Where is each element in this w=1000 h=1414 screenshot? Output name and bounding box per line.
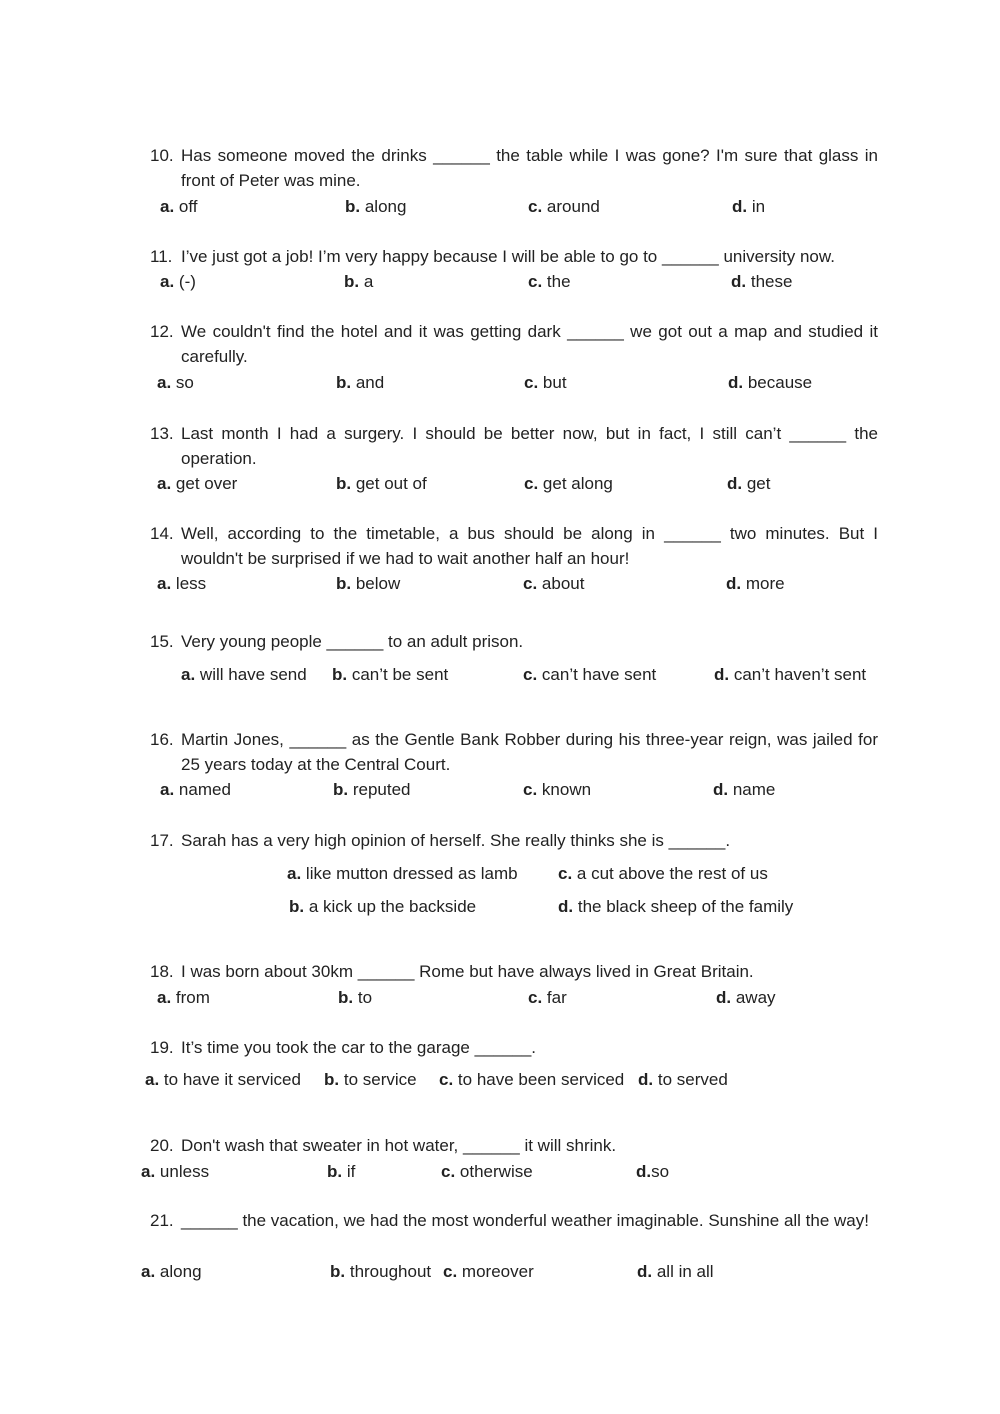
option-letter: d. [638, 1070, 654, 1089]
question-16 [150, 727, 878, 777]
option-text: known [541, 780, 592, 799]
option-text: will have send [199, 665, 307, 684]
option-letter: c. [524, 474, 539, 493]
option-letter: c. [443, 1262, 458, 1281]
question-14 [150, 521, 878, 571]
option-d[interactable] [558, 894, 793, 919]
option-letter: d. [636, 1162, 652, 1181]
option-text: a cut above the rest of us [576, 864, 768, 883]
option-b[interactable] [333, 777, 411, 802]
option-letter: c. [523, 780, 538, 799]
option-c[interactable] [528, 985, 567, 1010]
question-12 [150, 319, 878, 369]
option-c[interactable] [523, 777, 591, 802]
option-letter: b. [345, 197, 361, 216]
option-letter: b. [338, 988, 354, 1007]
option-c[interactable] [528, 194, 600, 219]
option-letter: d. [728, 373, 744, 392]
question-text: Well, according to the timetable, a bus should be along in ______ two minutes. But I wouldn't be surprised if we had to wait another half an hour! [181, 524, 878, 568]
option-letter: d. [558, 897, 574, 916]
option-b[interactable] [289, 894, 476, 919]
option-text: get [746, 474, 771, 493]
option-text: so [651, 1162, 670, 1181]
option-letter: b. [327, 1162, 343, 1181]
option-a[interactable] [181, 662, 307, 687]
option-letter: d. [716, 988, 732, 1007]
option-letter: c. [528, 197, 543, 216]
question-number: 20. [150, 1136, 174, 1155]
option-text: to have been serviced [457, 1070, 625, 1089]
option-text: get along [542, 474, 613, 493]
option-letter: c. [524, 373, 539, 392]
option-letter: d. [731, 272, 747, 291]
question-number: 14. [150, 524, 174, 543]
option-text: from [175, 988, 210, 1007]
option-text: can’t haven’t sent [733, 665, 867, 684]
option-text: the [546, 272, 571, 291]
option-text: can’t be sent [351, 665, 449, 684]
option-letter: d. [713, 780, 729, 799]
question-text: It’s time you took the car to the garage ______. [181, 1038, 537, 1057]
option-letter: d. [714, 665, 730, 684]
question-text: Don't wash that sweater in hot water, ______ it will shrink. [181, 1136, 617, 1155]
option-text: and [355, 373, 385, 392]
option-text: (-) [178, 272, 196, 291]
option-text: named [178, 780, 231, 799]
option-d[interactable] [714, 662, 866, 687]
option-letter: d. [726, 574, 742, 593]
option-d[interactable] [728, 370, 812, 395]
option-b[interactable] [332, 662, 448, 687]
option-b[interactable] [338, 985, 372, 1010]
option-a[interactable] [157, 471, 237, 496]
option-letter: b. [330, 1262, 346, 1281]
question-11 [150, 244, 878, 269]
option-text: unless [159, 1162, 210, 1181]
option-text: so [175, 373, 194, 392]
option-text: around [546, 197, 600, 216]
option-text: to have it serviced [163, 1070, 301, 1089]
option-text: more [745, 574, 785, 593]
question-text: ______ the vacation, we had the most wonderful weather imaginable. Sunshine all the way! [181, 1211, 869, 1230]
option-text: a kick up the backside [308, 897, 477, 916]
option-letter: c. [439, 1070, 454, 1089]
option-d[interactable] [732, 194, 765, 219]
option-c[interactable] [523, 662, 656, 687]
question-number: 21. [150, 1211, 174, 1230]
option-c[interactable] [524, 471, 613, 496]
option-text: to [357, 988, 373, 1007]
option-letter: a. [160, 272, 175, 291]
option-a[interactable] [160, 194, 198, 219]
option-b[interactable] [327, 1159, 355, 1184]
question-number: 11. [150, 247, 173, 266]
option-b[interactable] [330, 1259, 431, 1284]
option-a[interactable] [157, 571, 206, 596]
question-number: 15. [150, 632, 174, 651]
option-c[interactable] [523, 571, 584, 596]
option-d[interactable] [731, 269, 792, 294]
option-a[interactable] [157, 985, 210, 1010]
option-d[interactable] [636, 1159, 669, 1184]
option-letter: c. [528, 272, 543, 291]
option-text: otherwise [459, 1162, 533, 1181]
option-text: about [541, 574, 585, 593]
option-a[interactable] [145, 1067, 301, 1092]
question-number: 18. [150, 962, 174, 981]
option-text: these [750, 272, 793, 291]
option-text: but [542, 373, 567, 392]
question-text: Last month I had a surgery. I should be better now, but in fact, I still can’t ______ the operation. [181, 424, 878, 468]
question-text: Very young people ______ to an adult prison. [181, 632, 524, 651]
option-letter: d. [732, 197, 748, 216]
option-text: name [732, 780, 776, 799]
option-a[interactable] [287, 861, 518, 886]
option-a[interactable] [141, 1259, 202, 1284]
option-letter: c. [523, 574, 538, 593]
option-text: all in all [656, 1262, 714, 1281]
option-b[interactable] [344, 269, 373, 294]
question-15 [150, 629, 878, 654]
option-letter: a. [181, 665, 196, 684]
question-number: 13. [150, 424, 174, 443]
option-a[interactable] [160, 269, 196, 294]
option-text: can’t have sent [541, 665, 657, 684]
option-letter: a. [145, 1070, 160, 1089]
question-17 [150, 828, 878, 853]
option-text: get out of [355, 474, 427, 493]
question-text: We couldn't find the hotel and it was getting dark ______ we got out a map and studied it carefully. [181, 322, 878, 366]
option-text: a [363, 272, 374, 291]
question-text: Martin Jones, ______ as the Gentle Bank Robber during his three-year reign, was jailed for 25 years today at the Central Court. [181, 730, 878, 774]
question-20 [150, 1133, 878, 1158]
option-b[interactable] [336, 370, 384, 395]
option-d[interactable] [716, 985, 776, 1010]
question-number: 17. [150, 831, 174, 850]
question-number: 10. [150, 146, 174, 165]
question-text: I’ve just got a job! I’m very happy because I will be able to go to ______ university now. [181, 247, 835, 266]
option-letter: a. [157, 373, 172, 392]
option-text: to served [657, 1070, 728, 1089]
option-letter: b. [336, 373, 352, 392]
option-c[interactable] [443, 1259, 534, 1284]
question-text: Has someone moved the drinks ______ the table while I was gone? I'm sure that glass in front of Peter was mine. [181, 146, 878, 190]
option-letter: b. [336, 574, 352, 593]
option-letter: d. [727, 474, 743, 493]
option-text: get over [175, 474, 238, 493]
option-c[interactable] [528, 269, 571, 294]
option-letter: b. [344, 272, 360, 291]
option-letter: b. [324, 1070, 340, 1089]
option-letter: d. [637, 1262, 653, 1281]
option-c[interactable] [524, 370, 567, 395]
option-letter: b. [289, 897, 305, 916]
option-letter: a. [160, 197, 175, 216]
option-c[interactable] [439, 1067, 624, 1092]
option-text: the black sheep of the family [577, 897, 794, 916]
option-letter: b. [333, 780, 349, 799]
question-21 [150, 1208, 878, 1233]
question-19 [150, 1035, 878, 1060]
option-b[interactable] [324, 1067, 417, 1092]
option-c[interactable] [558, 861, 768, 886]
option-letter: b. [336, 474, 352, 493]
option-letter: a. [141, 1162, 156, 1181]
option-letter: b. [332, 665, 348, 684]
option-text: in [751, 197, 766, 216]
option-b[interactable] [345, 194, 406, 219]
option-letter: a. [141, 1262, 156, 1281]
option-d[interactable] [713, 777, 775, 802]
option-d[interactable] [726, 571, 785, 596]
option-letter: c. [523, 665, 538, 684]
option-letter: a. [157, 474, 172, 493]
option-text: along [364, 197, 407, 216]
question-18 [150, 959, 878, 984]
option-text: along [159, 1262, 202, 1281]
option-text: less [175, 574, 207, 593]
option-a[interactable] [157, 370, 194, 395]
option-text: to service [343, 1070, 417, 1089]
question-10 [150, 143, 878, 193]
question-text: Sarah has a very high opinion of herself. She really thinks she is ______. [181, 831, 731, 850]
option-d[interactable] [727, 471, 770, 496]
option-a[interactable] [141, 1159, 209, 1184]
option-text: throughout [349, 1262, 432, 1281]
option-letter: a. [157, 574, 172, 593]
question-number: 16. [150, 730, 174, 749]
question-number: 19. [150, 1038, 174, 1057]
option-c[interactable] [441, 1159, 533, 1184]
option-text: if [346, 1162, 356, 1181]
option-b[interactable] [336, 571, 400, 596]
option-text: away [735, 988, 776, 1007]
question-number: 12. [150, 322, 174, 341]
option-letter: c. [528, 988, 543, 1007]
option-b[interactable] [336, 471, 427, 496]
option-text: far [546, 988, 567, 1007]
option-letter: a. [160, 780, 175, 799]
question-13 [150, 421, 878, 471]
option-d[interactable] [637, 1259, 714, 1284]
option-text: because [747, 373, 813, 392]
option-text: like mutton dressed as lamb [305, 864, 518, 883]
option-letter: a. [287, 864, 302, 883]
option-text: off [178, 197, 198, 216]
option-text: moreover [461, 1262, 534, 1281]
option-text: reputed [352, 780, 411, 799]
option-text: below [355, 574, 401, 593]
option-a[interactable] [160, 777, 231, 802]
option-letter: c. [441, 1162, 456, 1181]
question-text: I was born about 30km ______ Rome but have always lived in Great Britain. [181, 962, 754, 981]
option-letter: c. [558, 864, 573, 883]
option-d[interactable] [638, 1067, 728, 1092]
option-letter: a. [157, 988, 172, 1007]
